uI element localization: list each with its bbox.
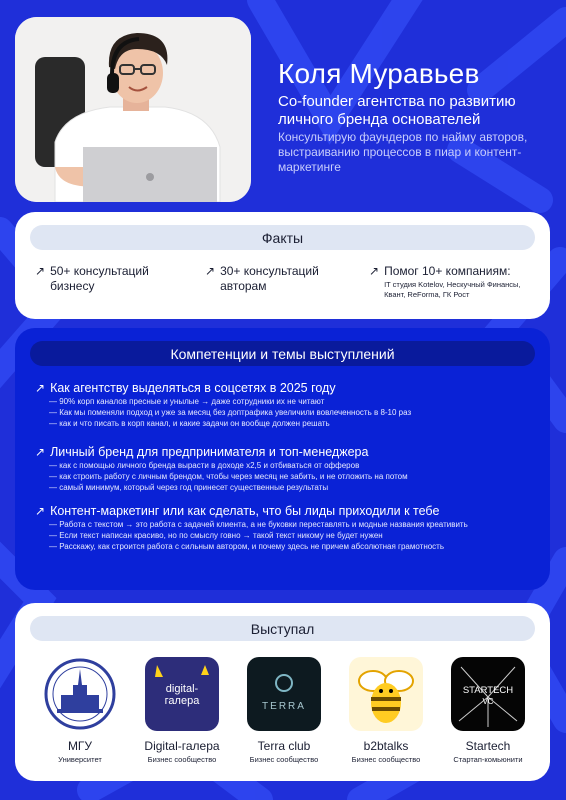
topic-block — [35, 381, 540, 429]
arrow-up-right-icon: ↗ — [35, 445, 46, 459]
venue-type: Университет — [58, 755, 102, 764]
hero-description: Консультирую фаундеров по найму авторов, выстраиванию процессов в пиар и контент-маркетинге — [278, 130, 528, 174]
topic-block — [35, 445, 540, 493]
fact-text: Помог 10+ компаниям: — [384, 264, 511, 278]
venue-name: МГУ — [67, 739, 93, 753]
topic-bullet: — Как мы поменяли подход и уже за месяц без доптрафика увеличили вовлеченность в 8-10 раз — [49, 408, 412, 417]
fact-item — [369, 264, 541, 300]
topic-bullet: — как с помощью личного бренда вырасти в доходе х2,5 и отбиваться от офферов — [49, 461, 360, 470]
arrow-up-right-icon: ↗ — [35, 264, 46, 278]
topic-bullet: — 90% корп каналов пресные и унылые → даже сотрудники их не читают — [49, 397, 325, 406]
venue-item — [130, 657, 234, 764]
startech-logo-icon — [451, 657, 525, 731]
fact-text: 30+ консультаций авторам — [220, 264, 319, 293]
venue-name: Terra club — [257, 739, 311, 753]
venue-item — [28, 657, 132, 764]
spoke-title: Выступал — [30, 616, 535, 641]
topic-bullet: — Если текст написан красиво, но по смыслу говно → такой текст никому не будет нужен — [49, 531, 383, 540]
msu-logo-icon — [43, 657, 117, 731]
terra-logo-icon — [247, 657, 321, 731]
venue-type: Бизнес сообщество — [249, 755, 319, 764]
arrow-up-right-icon: ↗ — [35, 504, 46, 518]
venue-name: Startech — [465, 739, 511, 753]
venue-item — [436, 657, 540, 764]
hero-name: Коля Муравьев — [278, 58, 480, 89]
venue-name: b2btalks — [363, 739, 409, 753]
topic-title: Как агентству выделяться в соцсетях в 2025 году — [50, 381, 336, 395]
arrow-up-right-icon: ↗ — [35, 381, 46, 395]
topic-title: Личный бренд для предпринимателя и топ-менеджера — [50, 445, 369, 459]
bee-logo-icon — [349, 657, 423, 731]
topic-block — [35, 504, 540, 552]
hero-role: Co-founder агентства по развитию личного бренда основателей — [278, 93, 516, 128]
arrow-up-right-icon: ↗ — [205, 264, 216, 278]
profile-photo — [15, 17, 251, 202]
venue-type: Бизнес сообщество — [147, 755, 217, 764]
competencies-card — [15, 328, 550, 590]
venue-type: Бизнес сообщество — [351, 755, 421, 764]
facts-title: Факты — [30, 225, 535, 250]
topic-bullet: — Работа с текстом → это работа с задачей клиента, а не буковки переставлять и модные названия креативить — [49, 520, 468, 529]
startech-logo-text: STARTECH — [462, 685, 514, 696]
digital-galera-logo-text: digital- галера — [164, 683, 200, 707]
venue-item — [232, 657, 336, 764]
venue-type: Стартап-комьюнити — [453, 755, 523, 764]
venue-item — [334, 657, 438, 764]
person-illustration — [15, 17, 251, 202]
topic-bullet: — как и что писать в корп канал, и какие задачи он вообще должен решать — [49, 419, 330, 428]
fact-item — [35, 264, 195, 294]
facts-card — [15, 212, 550, 319]
spoke-card — [15, 603, 550, 781]
fact-subtext: IT студия Kotelov, Нескучный Финансы, Квант, ReForma, ГК Рост — [384, 280, 521, 299]
topic-bullet: — Расскажу, как строится работа с сильным автором, и почему здесь не причем абсолютная грамотность — [49, 542, 445, 551]
competencies-title: Компетенции и темы выступлений — [30, 341, 535, 366]
topic-bullet: — как строить работу с личным брендом, чтобы через месяц не забить, и не отложить на потом — [49, 472, 408, 481]
arrow-up-right-icon: ↗ — [369, 264, 380, 278]
startech-logo-subtext: VC — [482, 697, 494, 706]
fact-item — [205, 264, 355, 294]
digital-galera-logo-icon — [145, 657, 219, 731]
topic-bullet: — самый минимум, который через год принесет существенные результаты — [49, 483, 329, 492]
venue-name: Digital-галера — [144, 739, 220, 753]
terra-logo-text: TERRA — [262, 701, 306, 712]
fact-text: 50+ консультаций бизнесу — [50, 264, 149, 293]
topic-title: Контент-маркетинг или как сделать, что бы лиды приходили к тебе — [50, 504, 440, 518]
